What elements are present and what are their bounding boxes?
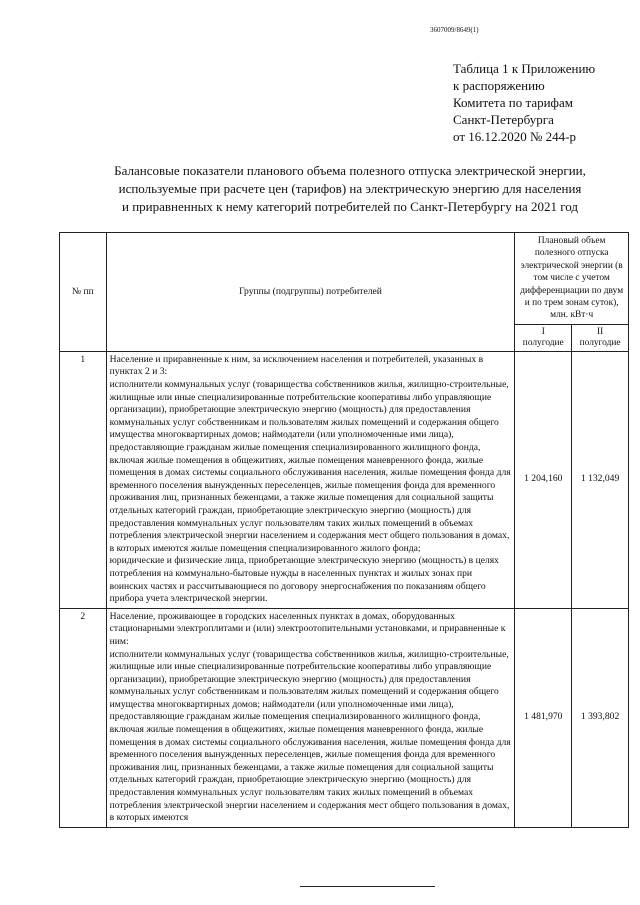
row-paragraph: исполнители коммунальных услуг (товарищества собственников жилья, жилищно-строительные, жилищные или иные специализированные потребительские кооперативы либо управляющие организации), приобретающие электрическую энергию (мощность) для предоставления коммунальных услуг собственникам и пользователям жилых помещений и содержания общего имущества многоквартирных домов; наймодатели (или уполномоченные ими лица), предоставляющие гражданам жилые помещения специализированного жилищного фонда, включая жилые помещения в общежитиях, жилые помещения маневренного фонда, жилые помещения в домах системы социального обслуживания населения, жилые помещения фонда для временного поселения вынужденных переселенцев, жилые помещения фонда для временного проживания лиц, признанных беженцами, а также жилые помещения для социальной защиты отдельных категорий граждан, приобретающие электрическую энергию (мощность) для предоставления коммунальных услуг пользователям таких жилых помещений в объемах потребления электрической энергии населением и содержания мест общего пользования в домах, в которых имеются	[109, 648, 511, 824]
row-number: 1	[60, 351, 107, 608]
row-consumer-group	[106, 608, 515, 827]
appendix-reference	[453, 60, 595, 145]
appendix-line-date: от 16.12.2020 № 244-р	[453, 129, 576, 144]
table-row	[60, 351, 629, 608]
title-line: используемые при расчете цен (тарифов) на электрическую энергию для населения	[118, 181, 582, 196]
header-second-half-numeral: II	[596, 326, 604, 337]
header-first-half-label: полугодие	[522, 337, 564, 348]
document-number: 3607009/8649(1)	[430, 26, 479, 34]
row-number: 2	[60, 608, 107, 827]
header-consumer-groups: Группы (подгруппы) потребителей	[106, 233, 515, 352]
appendix-line-committee: Комитета по тарифам	[453, 95, 573, 110]
table-row	[60, 608, 629, 827]
balance-table	[59, 232, 629, 828]
table-header-row	[60, 233, 629, 325]
title-line: Балансовые показатели планового объема полезного отпуска электрической энергии,	[114, 163, 586, 178]
row-paragraph: Население и приравненные к ним, за исключением населения и потребителей, указанных в пунктах 2 и 3:	[109, 353, 484, 378]
row-consumer-group	[106, 351, 515, 608]
row-first-half-value: 1 481,970	[515, 608, 572, 827]
appendix-line-city: Санкт-Петербурга	[453, 112, 554, 127]
row-second-half-value: 1 132,049	[572, 351, 629, 608]
document-title	[60, 162, 640, 216]
header-second-half	[572, 324, 629, 351]
title-line: и приравненных к нему категорий потребителей по Санкт-Петербургу на 2021 год	[121, 199, 579, 214]
header-first-half-numeral: I	[541, 326, 545, 337]
footer-divider	[300, 886, 435, 887]
appendix-line-table: Таблица 1 к Приложению	[453, 61, 596, 76]
header-second-half-label: полугодие	[579, 337, 621, 348]
header-first-half	[515, 324, 572, 351]
appendix-line-order: к распоряжению	[453, 78, 545, 93]
row-paragraph: исполнители коммунальных услуг (товарищества собственников жилья, жилищно-строительные, жилищные или иные специализированные потребительские кооперативы либо управляющие организации), приобретающие электрическую энергию (мощность) для предоставления коммунальных услуг собственникам и пользователям жилых помещений и содержания общего имущества многоквартирных домов; наймодатели (или уполномоченные ими лица), предоставляющие гражданам жилые помещения специализированного жилищного фонда, включая жилые помещения в общежитиях, жилые помещения маневренного фонда, жилые помещения в домах системы социального обслуживания населения, жилые помещения фонда для временного поселения вынужденных переселенцев, жилые помещения фонда для временного проживания лиц, признанных беженцами, а также жилые помещения для социальной защиты отдельных категорий граждан, приобретающие электрическую энергию (мощность) для предоставления коммунальных услуг пользователям таких жилых помещений в объемах потребления электрической энергии населением и содержания мест общего пользования в домах, в которых имеются жилые помещения специализированного жилого фонда;	[109, 379, 511, 554]
row-first-half-value: 1 204,160	[515, 351, 572, 608]
row-paragraph: юридические и физические лица, приобретающие электрическую энергию (мощность) в целях потребления на коммунально-бытовые нужды в населенных пунктах и жилых зонах при воинских частях и рассчитывающиеся по договору энергоснабжения по показаниям общего прибора учета электрической энергии.	[109, 555, 499, 605]
row-paragraph: Население, проживающее в городских населенных пунктах в домах, оборудованных стационарными электроплитами и (или) электроотопительными установками, и приравненные к ним:	[109, 610, 506, 647]
header-planned-volume: Плановый объем полезного отпуска электрической энергии (в том числе с учетом дифференциации по двум и по трем зонам суток), млн. кВт·ч	[515, 233, 629, 325]
header-number: № пп	[60, 233, 107, 352]
row-second-half-value: 1 393,802	[572, 608, 629, 827]
